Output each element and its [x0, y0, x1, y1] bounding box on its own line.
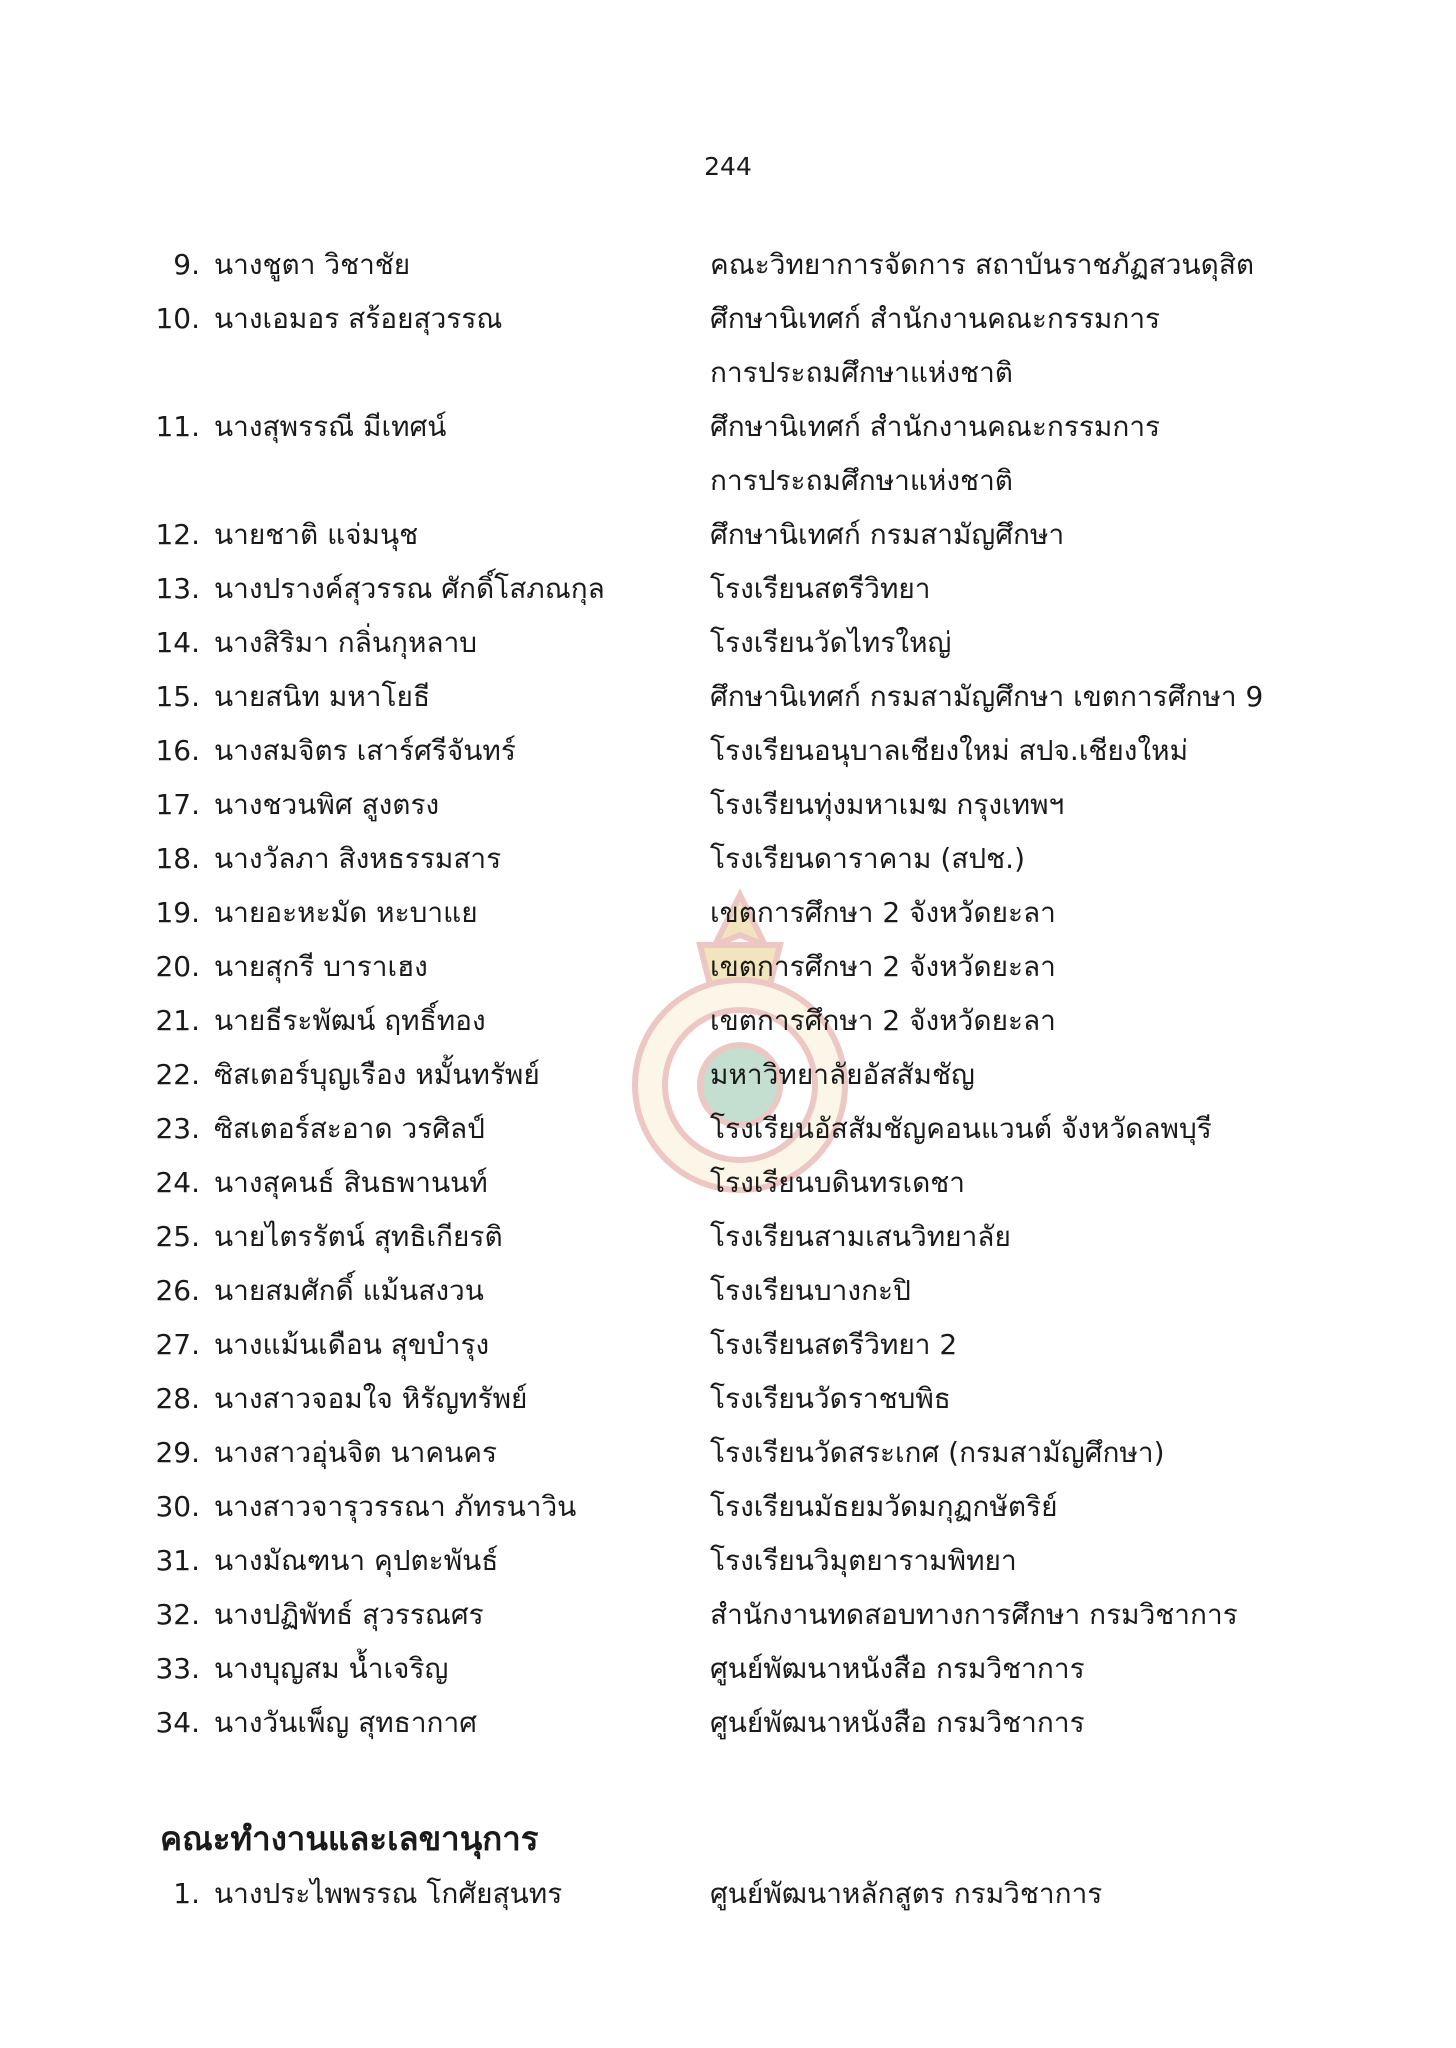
- item-number: 34.: [155, 1706, 200, 1739]
- organization-line: โรงเรียนสตรีวิทยา: [710, 572, 931, 605]
- member-name: นางสุพรรณี มีเทศน์: [214, 410, 447, 443]
- member-name: ซิสเตอร์สะอาด วรศิลป์: [214, 1112, 485, 1145]
- member-organization: [710, 1595, 1238, 1649]
- organization-line: เขตการศึกษา 2 จังหวัดยะลา: [710, 950, 1056, 983]
- member-name: ซิสเตอร์บุญเรือง หมั้นทรัพย์: [214, 1058, 540, 1091]
- organization-line: คณะวิทยาการจัดการ สถาบันราชภัฏสวนดุสิต: [710, 248, 1255, 281]
- member-name: นางปรางค์สุวรรณ ศักดิ์โสภณกุล: [214, 572, 605, 605]
- member-organization: [710, 299, 1160, 407]
- member-organization: [710, 1217, 1011, 1271]
- member-name: นางมัณฑนา คุปตะพันธ์: [214, 1544, 499, 1577]
- item-number: 12.: [155, 518, 200, 551]
- member-name: นางสมจิตร เสาร์ศรีจันทร์: [214, 734, 516, 767]
- organization-line: โรงเรียนอัสสัมชัญคอนแวนต์ จังหวัดลพบุรี: [710, 1112, 1212, 1145]
- item-number: 26.: [155, 1274, 200, 1307]
- member-name: นางเอมอร สร้อยสุวรรณ: [214, 302, 503, 335]
- item-number: 17.: [155, 788, 200, 821]
- member-name: นายอะหะมัด หะบาแย: [214, 896, 478, 929]
- member-name: นางประไพพรรณ โกศัยสุนทร: [214, 1877, 563, 1910]
- member-organization: [710, 1874, 1102, 1928]
- organization-line: โรงเรียนบางกะปิ: [710, 1274, 911, 1307]
- member-organization: [710, 515, 1064, 569]
- member-organization: [710, 731, 1188, 785]
- member-organization: [710, 623, 951, 677]
- member-organization: [710, 1541, 1017, 1595]
- page-number: 244: [704, 152, 752, 181]
- organization-line: โรงเรียนวัดราชบพิธ: [710, 1382, 951, 1415]
- member-organization: [710, 1433, 1165, 1487]
- member-organization: [710, 569, 931, 623]
- item-number: 29.: [155, 1436, 200, 1469]
- item-number: 15.: [155, 680, 200, 713]
- member-organization: [710, 1649, 1085, 1703]
- item-number: 30.: [155, 1490, 200, 1523]
- member-name: นางสิริมา กลิ่นกุหลาบ: [214, 626, 478, 659]
- member-organization: [710, 1271, 911, 1325]
- member-name: นางสาวจอมใจ หิรัญทรัพย์: [214, 1382, 528, 1415]
- member-organization: [710, 1379, 951, 1433]
- member-name: นางชูตา วิชาชัย: [214, 248, 411, 281]
- organization-line: โรงเรียนวัดไทรใหญ่: [710, 626, 952, 659]
- organization-line: โรงเรียนสตรีวิทยา 2: [710, 1328, 958, 1361]
- member-name: นางปฏิพัทธ์ สุวรรณศร: [214, 1598, 484, 1631]
- member-name: นางแม้นเดือน สุขบำรุง: [214, 1328, 490, 1361]
- organization-line: โรงเรียนบดินทรเดชา: [710, 1166, 965, 1199]
- organization-line: โรงเรียนอนุบาลเชียงใหม่ สปจ.เชียงใหม่: [710, 734, 1189, 767]
- member-name: นางชวนพิศ สูงตรง: [214, 788, 440, 821]
- member-name: นางสาวอุ่นจิต นาคนคร: [214, 1436, 498, 1469]
- member-name: นายสุกรี บาราเฮง: [214, 950, 428, 983]
- member-organization: [710, 1109, 1212, 1163]
- item-number: 25.: [155, 1220, 200, 1253]
- member-organization: [710, 407, 1160, 515]
- member-name: นายไตรรัตน์ สุทธิเกียรติ: [214, 1220, 503, 1253]
- organization-line: ศึกษานิเทศก์ สำนักงานคณะกรรมการ: [710, 302, 1161, 335]
- member-name: นางสุคนธ์ สินธพานนท์: [214, 1166, 488, 1199]
- organization-line: โรงเรียนดาราคาม (สปช.): [710, 842, 1025, 875]
- member-name: นายธีระพัฒน์ ฤทธิ์ทอง: [214, 1004, 486, 1037]
- organization-line: โรงเรียนวิมุตยารามพิทยา: [710, 1544, 1017, 1577]
- member-organization: [710, 785, 1064, 839]
- item-number: 20.: [155, 950, 200, 983]
- organization-line: โรงเรียนมัธยมวัดมกุฏกษัตริย์: [710, 1490, 1058, 1523]
- item-number: 10.: [155, 302, 200, 335]
- section-title: คณะทำงานและเลขานุการ: [160, 1819, 539, 1858]
- item-number: 18.: [155, 842, 200, 875]
- member-organization: [710, 1487, 1057, 1541]
- organization-line: ศึกษานิเทศก์ กรมสามัญศึกษา เขตการศึกษา 9: [710, 680, 1264, 713]
- member-organization: [710, 839, 1025, 893]
- organization-line: มหาวิทยาลัยอัสสัมชัญ: [710, 1058, 975, 1091]
- member-organization: [710, 1325, 957, 1379]
- organization-line: เขตการศึกษา 2 จังหวัดยะลา: [710, 896, 1056, 929]
- member-name: นายสมศักดิ์ แม้นสงวน: [214, 1274, 484, 1307]
- member-organization: [710, 1001, 1056, 1055]
- member-organization: [710, 893, 1056, 947]
- member-name: นางวันเพ็ญ สุทธากาศ: [214, 1706, 477, 1739]
- organization-line: การประถมศึกษาแห่งชาติ: [710, 464, 1013, 497]
- item-number: 33.: [155, 1652, 200, 1685]
- item-number: 27.: [155, 1328, 200, 1361]
- item-number: 32.: [155, 1598, 200, 1631]
- organization-line: การประถมศึกษาแห่งชาติ: [710, 356, 1013, 389]
- member-organization: [710, 947, 1056, 1001]
- member-name: นายชาติ แจ่มนุช: [214, 518, 419, 551]
- organization-line: ศูนย์พัฒนาหลักสูตร กรมวิชาการ: [710, 1877, 1103, 1910]
- item-number: 31.: [155, 1544, 200, 1577]
- organization-line: โรงเรียนวัดสระเกศ (กรมสามัญศึกษา): [710, 1436, 1165, 1469]
- member-organization: [710, 1055, 975, 1109]
- item-number: 19.: [155, 896, 200, 929]
- member-name: นางบุญสม น้ำเจริญ: [214, 1652, 449, 1685]
- member-name: นางสาวจารุวรรณา ภัทรนาวิน: [214, 1490, 577, 1523]
- organization-line: ศึกษานิเทศก์ กรมสามัญศึกษา: [710, 518, 1065, 551]
- member-organization: [710, 677, 1263, 731]
- member-organization: [710, 1703, 1085, 1757]
- item-number: 28.: [155, 1382, 200, 1415]
- member-organization: [710, 1163, 965, 1217]
- member-name: นางวัลภา สิงหธรรมสาร: [214, 842, 502, 875]
- organization-line: เขตการศึกษา 2 จังหวัดยะลา: [710, 1004, 1056, 1037]
- item-number: 9.: [173, 248, 200, 281]
- item-number: 11.: [155, 410, 200, 443]
- item-number: 22.: [155, 1058, 200, 1091]
- organization-line: โรงเรียนทุ่งมหาเมฆ กรุงเทพฯ: [710, 788, 1065, 821]
- item-number: 16.: [155, 734, 200, 767]
- item-number: 13.: [155, 572, 200, 605]
- organization-line: ศึกษานิเทศก์ สำนักงานคณะกรรมการ: [710, 410, 1161, 443]
- organization-line: ศูนย์พัฒนาหนังสือ กรมวิชาการ: [710, 1652, 1085, 1685]
- member-organization: [710, 245, 1254, 299]
- organization-line: ศูนย์พัฒนาหนังสือ กรมวิชาการ: [710, 1706, 1085, 1739]
- item-number: 23.: [155, 1112, 200, 1145]
- item-number: 21.: [155, 1004, 200, 1037]
- item-number: 1.: [173, 1877, 200, 1910]
- organization-line: สำนักงานทดสอบทางการศึกษา กรมวิชาการ: [710, 1598, 1238, 1631]
- item-number: 14.: [155, 626, 200, 659]
- member-name: นายสนิท มหาโยธี: [214, 680, 431, 713]
- organization-line: โรงเรียนสามเสนวิทยาลัย: [710, 1220, 1011, 1253]
- item-number: 24.: [155, 1166, 200, 1199]
